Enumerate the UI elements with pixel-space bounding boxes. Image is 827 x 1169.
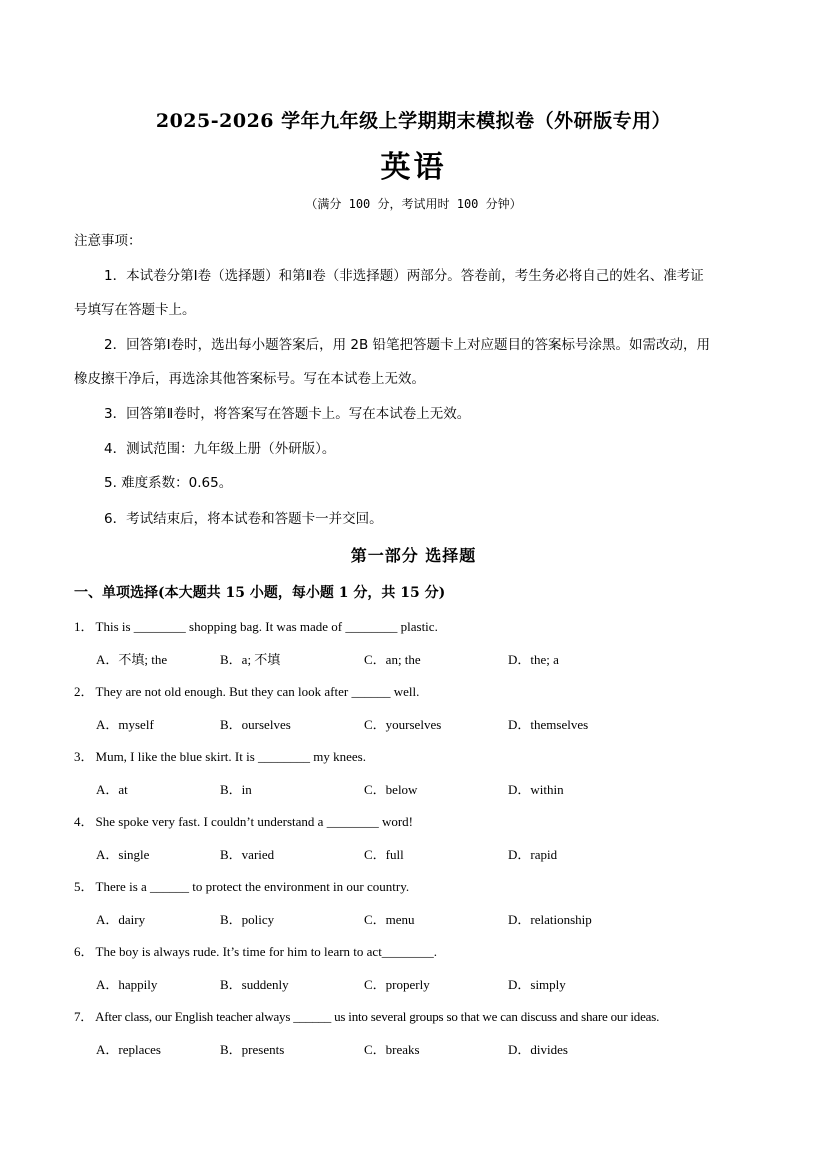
question-text: After class, our English teacher always ______ us into several groups so that we can discuss and share our ideas. <box>95 1009 660 1024</box>
question-text: This is ________ shopping bag. It was made of ________ plastic. <box>95 619 438 634</box>
option-b: B．a; 不填 <box>220 652 281 667</box>
question-4 <box>74 811 413 830</box>
notice-line: 5. 难度系数：0.65。 <box>104 475 233 491</box>
option-a: A．at <box>96 782 128 797</box>
option-c: C．properly <box>364 977 430 992</box>
question-6 <box>74 941 437 960</box>
option-c: C．breaks <box>364 1042 420 1057</box>
question-text: They are not old enough. But they can look after ______ well. <box>95 684 420 699</box>
option-a: A．dairy <box>96 912 146 927</box>
question-2 <box>74 681 419 700</box>
option-d: D．simply <box>508 977 566 992</box>
option-a: A．happily <box>96 977 158 992</box>
notice-heading: 注意事项： <box>74 233 142 249</box>
notice-line: 号填写在答题卡上。 <box>74 302 196 318</box>
question-number: 6． <box>74 944 94 959</box>
question-text: The boy is always rude. It’s time for him to learn to act________. <box>95 944 438 959</box>
question-number: 4． <box>74 814 94 829</box>
notice-line: 橡皮擦干净后，再选涂其他答案标号。写在本试卷上无效。 <box>74 371 425 387</box>
option-d: D．divides <box>508 1042 568 1057</box>
question-number: 1． <box>74 619 94 634</box>
question-1 <box>74 616 438 635</box>
score-note: （满分 100 分，考试用时 100 分钟） <box>305 197 522 211</box>
option-d: D．relationship <box>508 912 592 927</box>
option-b: B．in <box>220 782 252 797</box>
notice-line: 1．本试卷分第Ⅰ卷（选择题）和第Ⅱ卷（非选择题）两部分。答卷前，考生务必将自己的姓名、准考证 <box>104 268 704 284</box>
option-c: C．menu <box>364 912 415 927</box>
question-text: There is a ______ to protect the environment in our country. <box>95 879 410 894</box>
question-number: 7． <box>74 1009 94 1024</box>
question-number: 3． <box>74 749 94 764</box>
question-text: Mum, I like the blue skirt. It is ________ my knees. <box>95 749 366 764</box>
question-text: She spoke very fast. I couldn’t understand a ________ word! <box>95 814 413 829</box>
option-a: A．replaces <box>96 1042 161 1057</box>
question-number: 2． <box>74 684 94 699</box>
section-heading: 一、单项选择(本大题共 15 小题，每小题 1 分，共 15 分) <box>74 585 446 601</box>
option-d: D．themselves <box>508 717 589 732</box>
option-c: C．below <box>364 782 418 797</box>
question-3 <box>74 746 366 765</box>
option-c: C．yourselves <box>364 717 442 732</box>
option-b: B．suddenly <box>220 977 289 992</box>
part-heading: 第一部分 选择题 <box>350 546 477 565</box>
option-b: B．ourselves <box>220 717 291 732</box>
option-c: C．full <box>364 847 404 862</box>
option-b: B．varied <box>220 847 275 862</box>
notice-line: 3．回答第Ⅱ卷时，将答案写在答题卡上。写在本试卷上无效。 <box>104 406 471 422</box>
question-7 <box>74 1006 659 1025</box>
subject-title: 英语 <box>380 150 447 185</box>
notice-line: 6．考试结束后，将本试卷和答题卡一并交回。 <box>104 511 383 527</box>
option-d: D．the; a <box>508 652 559 667</box>
notice-line: 4．测试范围：九年级上册（外研版）。 <box>104 441 336 457</box>
option-b: B．policy <box>220 912 275 927</box>
question-number: 5． <box>74 879 94 894</box>
question-5 <box>74 876 409 895</box>
notice-line: 2．回答第Ⅰ卷时，选出每小题答案后，用 2B 铅笔把答题卡上对应题目的答案标号涂黑。如需改动，用 <box>104 337 711 353</box>
option-a: A．single <box>96 847 150 862</box>
option-b: B．presents <box>220 1042 285 1057</box>
option-a: A．myself <box>96 717 154 732</box>
option-d: D．rapid <box>508 847 558 862</box>
option-d: D．within <box>508 782 564 797</box>
option-c: C．an; the <box>364 652 421 667</box>
exam-title: 2025-2026 学年九年级上学期期末模拟卷（外研版专用） <box>155 110 672 132</box>
option-a: A．不填; the <box>96 652 168 667</box>
